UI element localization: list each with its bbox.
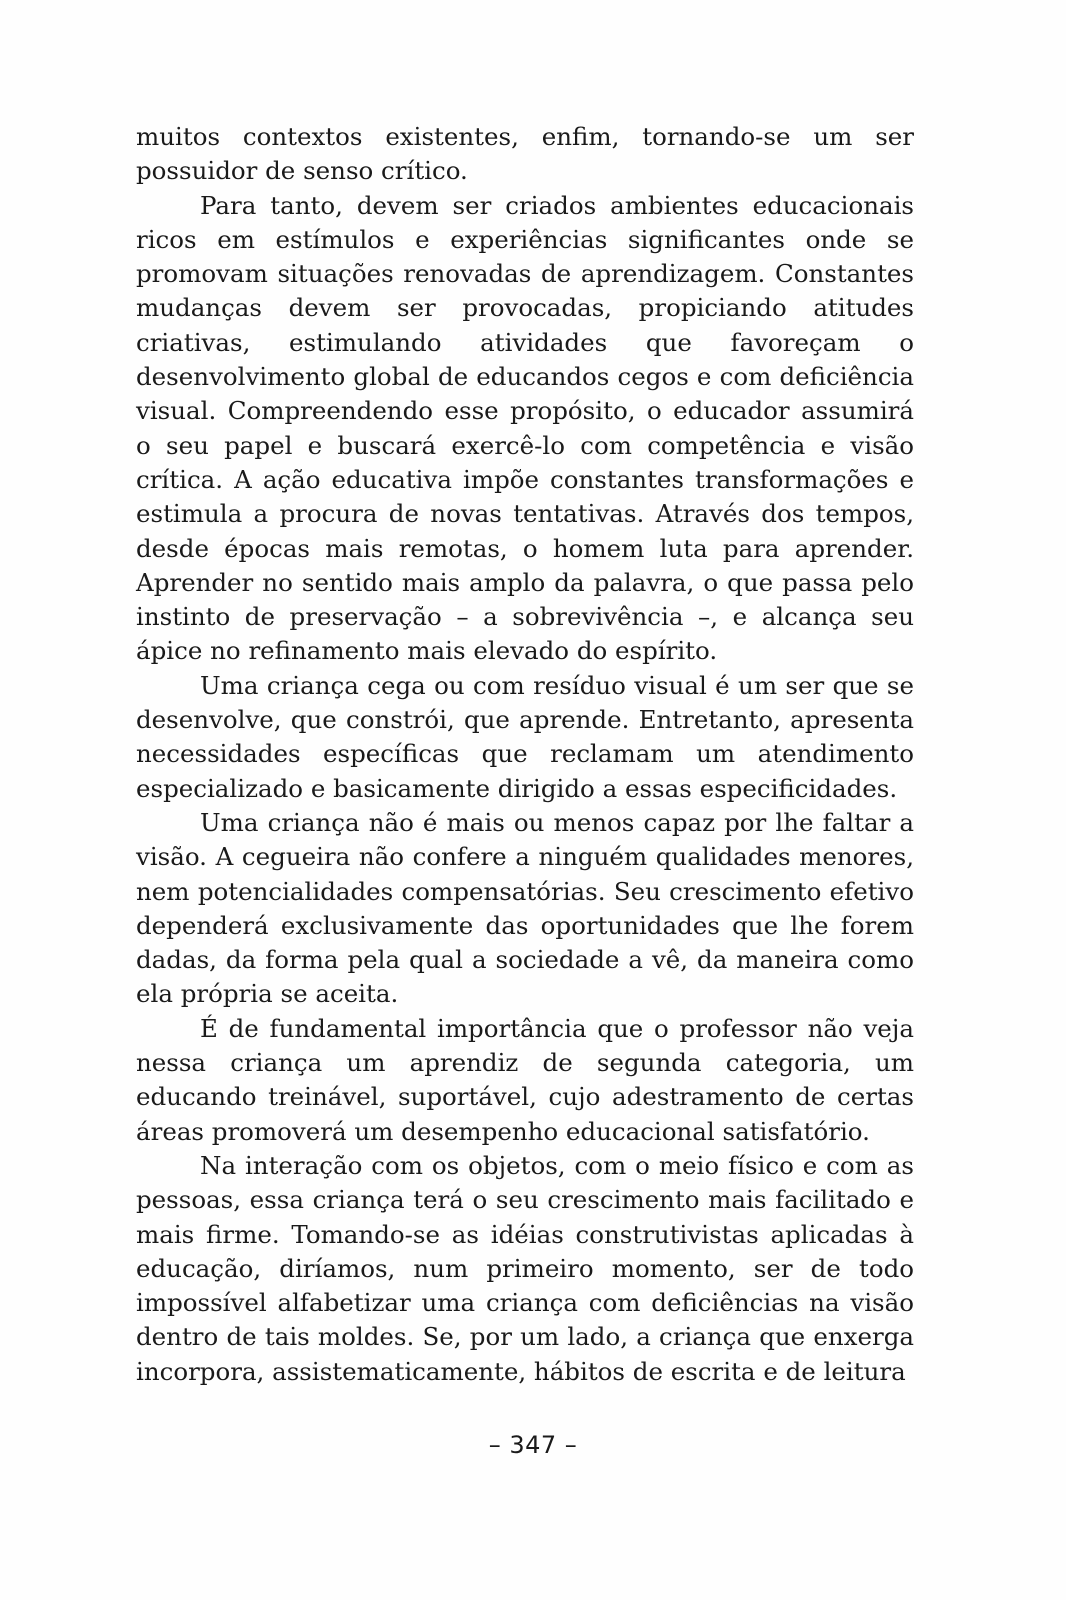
body-text xyxy=(136,120,914,1389)
paragraph-capability: Uma criança não é mais ou menos capaz por lhe faltar a visão. A cegueira não confere a ninguém qualidades menores, nem potencialidades compensatórias. Seu crescimento efetivo dependerá exclusivamente das oportunidades que lhe forem dadas, da forma pela qual a sociedade a vê, da maneira como ela própria se aceita. xyxy=(136,807,914,1009)
page-number: – 347 – xyxy=(488,1431,578,1459)
paragraph-educational-environments: Para tanto, devem ser criados ambientes educacionais ricos em estímulos e experiências significantes onde se promovam situações renovadas de aprendizagem. Constantes mudanças devem ser provocadas, propiciando atitudes criativas, estimulando atividades que favoreçam o desenvolvimento global de educandos cegos e com deficiência visual. Compreendendo esse propósito, o educador assumirá o seu papel e buscará exercê-lo com competência e visão crítica. A ação educativa impõe constantes transformações e estimula a procura de novas tentativas. Através dos tempos, desde épocas mais remotas, o homem luta para aprender. Aprender no sentido mais amplo da palavra, o que passa pelo instinto de preservação – a sobrevivência –, e alcança seu ápice no refinamento mais elevado do espírito. xyxy=(136,190,914,666)
paragraph-teacher-perception: É de fundamental importância que o professor não veja nessa criança um aprendiz de segunda categoria, um educando treinável, suportável, cujo adestramento de certas áreas promoverá um desempenho educacional satisfatório. xyxy=(136,1013,914,1146)
paragraph-blind-child-development: Uma criança cega ou com resíduo visual é um ser que se desenvolve, que constrói, que aprende. Entretanto, apresenta necessidades específicas que reclamam um atendimento especializado e basicamente dirigido a essas especificidades. xyxy=(136,670,914,803)
paragraph-interaction: Na interação com os objetos, com o meio físico e com as pessoas, essa criança terá o seu crescimento mais facilitado e mais firme. Tomando-se as idéias construtivistas aplicadas à educação, diríamos, num primeiro momento, ser de todo impossível alfabetizar uma criança com deficiências na visão dentro de tais moldes. Se, por um lado, a criança que enxerga incorpora, assistematicamente, hábitos de escrita e de leitura xyxy=(136,1150,914,1386)
paragraph-continuation: muitos contextos existentes, enfim, tornando-se um ser possuidor de senso crítico. xyxy=(136,122,914,186)
